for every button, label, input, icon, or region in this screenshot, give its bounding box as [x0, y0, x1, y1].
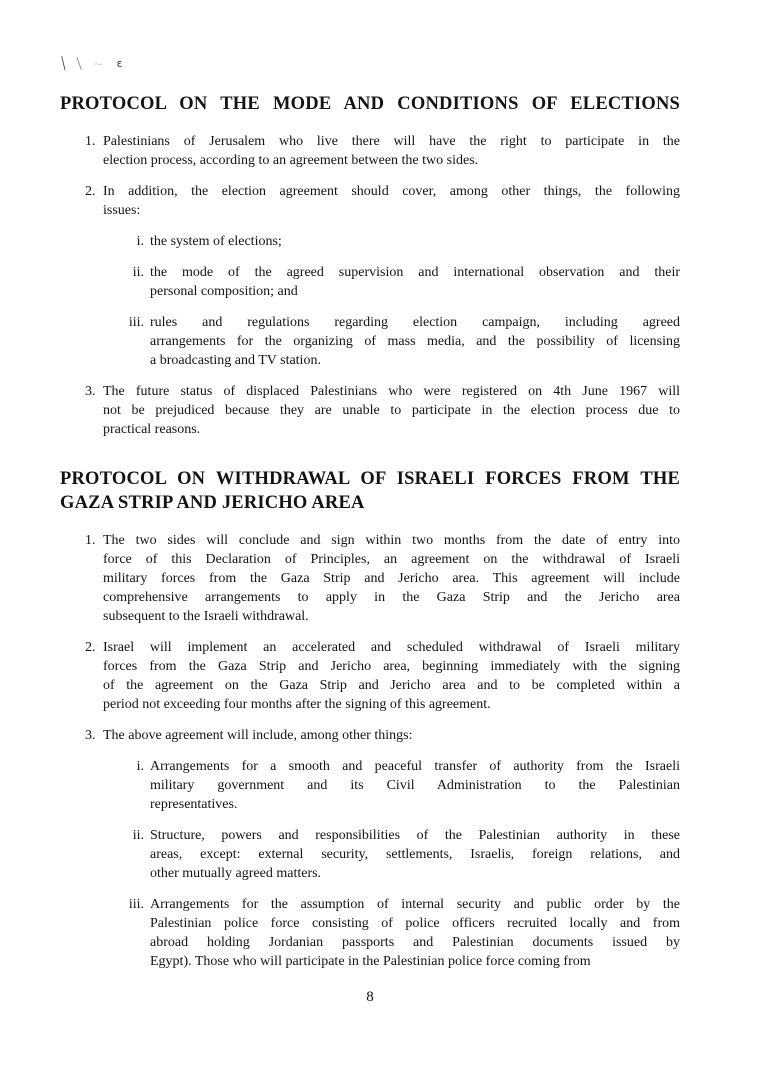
ink-mark: ╲: [74, 58, 83, 71]
text-line: the mode of the agreed supervision and international observation and their: [150, 265, 680, 280]
item-text: [103, 382, 680, 439]
text-line: Egypt). Those who will participate in the Palestinian police force coming from: [150, 954, 591, 969]
numbered-item: [85, 182, 680, 220]
numbered-item: [85, 726, 680, 745]
item-text: [150, 826, 680, 883]
text-line: personal composition; and: [150, 284, 298, 299]
text-line: issues:: [103, 203, 141, 218]
item-number: 3.: [85, 728, 96, 743]
text-line: Structure, powers and responsibilities of the Palestinian authority in these: [150, 828, 680, 843]
text-line: areas, except: external security, settlements, Israelis, foreign relations, and: [150, 847, 680, 862]
text-line: Palestinian police force consisting of police officers recruited locally and from: [150, 916, 680, 931]
text-line: rules and regulations regarding election campaign, including agreed: [150, 315, 680, 330]
ink-mark: ε: [116, 57, 123, 70]
item-number: 2.: [85, 184, 96, 199]
roman-sub-item: [124, 313, 680, 370]
item-number: 1.: [85, 134, 96, 149]
text-line: of the agreement on the Gaza Strip and Jericho area and to be completed within a: [103, 678, 680, 693]
text-line: arrangements for the organizing of mass media, and the possibility of licensing: [150, 334, 680, 349]
section-title-line: GAZA STRIP AND JERICHO AREA: [60, 493, 365, 513]
text-line: election process, according to an agreement between the two sides.: [103, 153, 479, 168]
numbered-item: [85, 132, 680, 170]
roman-sub-item: [124, 757, 680, 814]
item-number: 1.: [85, 533, 96, 548]
item-number: ii.: [132, 265, 144, 280]
ink-mark: ⁓: [93, 60, 103, 70]
item-number: ii.: [132, 828, 144, 843]
text-line: military government and its Civil Administration to the Palestinian: [150, 778, 680, 793]
item-text: [103, 531, 680, 626]
text-line: forces from the Gaza Strip and Jericho area, beginning immediately with the signing: [103, 659, 680, 674]
roman-sub-item: [124, 826, 680, 883]
text-line: Arrangements for the assumption of internal security and public order by the: [150, 897, 680, 912]
text-line: abroad holding Jordanian passports and Palestinian documents issued by: [150, 935, 680, 950]
item-text: [150, 757, 680, 814]
section-title-line: PROTOCOL ON WITHDRAWAL OF ISRAELI FORCES FROM THE: [60, 469, 680, 489]
item-text: [150, 313, 680, 370]
text-line: period not exceeding four months after the signing of this agreement.: [103, 697, 491, 712]
ink-mark: ╲: [58, 56, 69, 71]
item-number: i.: [136, 234, 144, 249]
text-line: representatives.: [150, 797, 238, 812]
document-section: [60, 467, 680, 971]
numbered-item: [85, 638, 680, 714]
section-title-line: PROTOCOL ON THE MODE AND CONDITIONS OF ELECTIONS: [60, 94, 680, 114]
section-title: [60, 92, 680, 116]
numbered-item: [85, 382, 680, 439]
text-line: not be prejudiced because they are unable to participate in the election process due to: [103, 403, 680, 418]
text-line: Israel will implement an accelerated and scheduled withdrawal of Israeli military: [103, 640, 680, 655]
text-line: Arrangements for a smooth and peaceful transfer of authority from the Israeli: [150, 759, 680, 774]
text-line: force of this Declaration of Principles, an agreement on the withdrawal of Israeli: [103, 552, 680, 567]
roman-sub-item: [124, 232, 680, 251]
item-text: [150, 895, 680, 971]
document-section: [60, 92, 680, 439]
item-text: [103, 182, 680, 220]
page-number: 8: [366, 989, 374, 1005]
item-text: [103, 726, 680, 745]
text-line: other mutually agreed matters.: [150, 866, 322, 881]
item-number: 2.: [85, 640, 96, 655]
numbered-item: [85, 531, 680, 626]
item-number: 3.: [85, 384, 96, 399]
item-text: [150, 232, 680, 251]
item-text: [103, 638, 680, 714]
section-title: [60, 467, 680, 515]
item-text: [103, 132, 680, 170]
text-line: subsequent to the Israeli withdrawal.: [103, 609, 309, 624]
item-number: i.: [136, 759, 144, 774]
text-line: practical reasons.: [103, 422, 201, 437]
text-line: Palestinians of Jerusalem who live there will have the right to participate in the: [103, 134, 680, 149]
text-line: a broadcasting and TV station.: [150, 353, 321, 368]
roman-sub-item: [124, 895, 680, 971]
text-line: the system of elections;: [150, 234, 282, 249]
text-line: The above agreement will include, among other things:: [103, 728, 413, 743]
text-line: In addition, the election agreement should cover, among other things, the following: [103, 184, 680, 199]
item-number: iii.: [128, 315, 144, 330]
text-line: military forces from the Gaza Strip and Jericho area. This agreement will include: [103, 571, 680, 586]
text-line: The two sides will conclude and sign within two months from the date of entry into: [103, 533, 680, 548]
item-text: [150, 263, 680, 301]
text-line: The future status of displaced Palestinians who were registered on 4th June 1967 will: [103, 384, 680, 399]
roman-sub-item: [124, 263, 680, 301]
document-content: [60, 0, 680, 983]
text-line: comprehensive arrangements to apply in the Gaza Strip and the Jericho area: [103, 590, 680, 605]
item-number: iii.: [128, 897, 144, 912]
